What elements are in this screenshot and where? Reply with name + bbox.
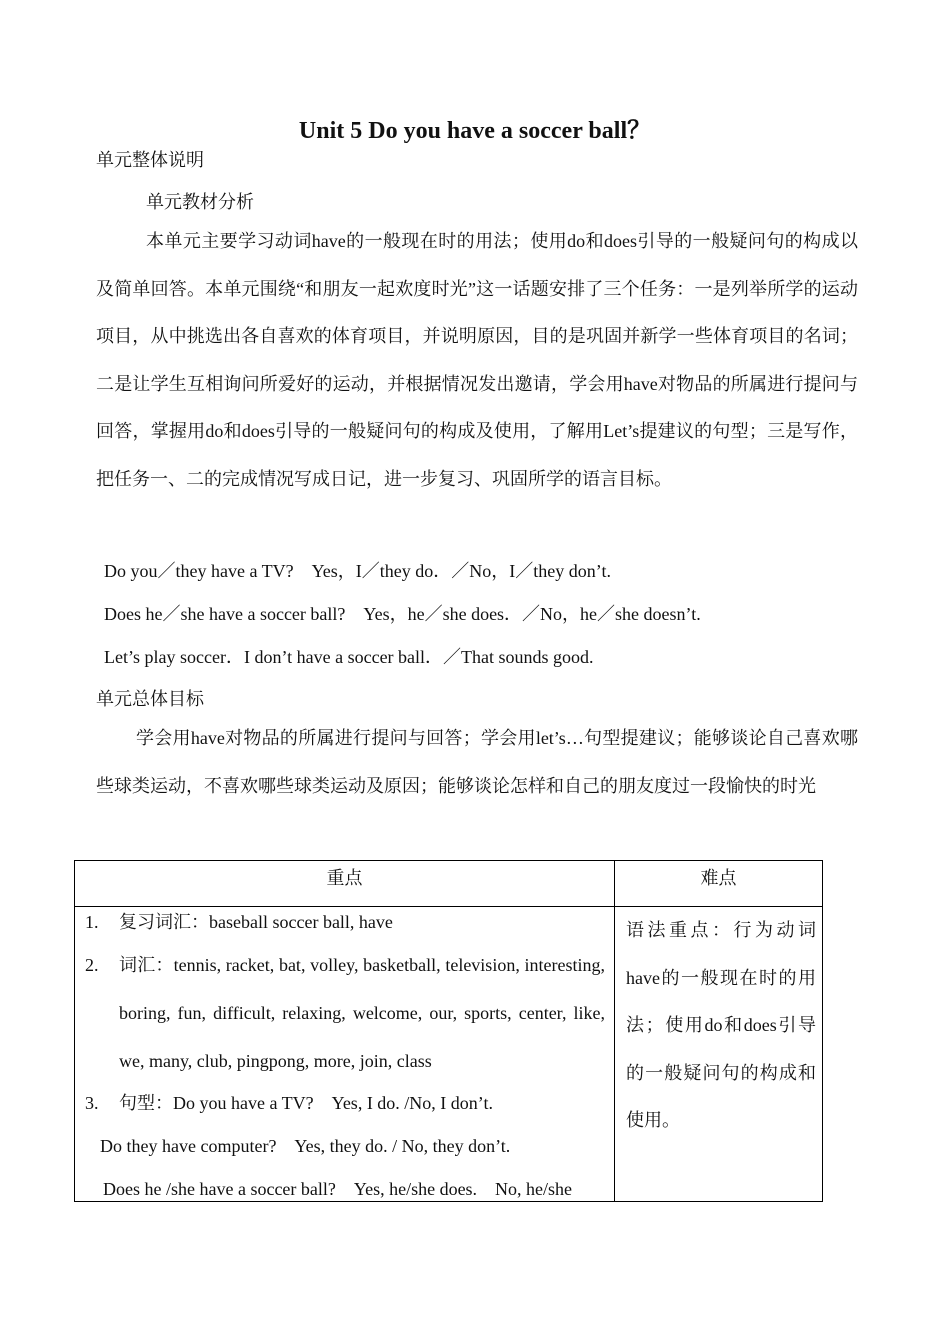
sentence-pattern-line-3: Does he /she have a soccer ball? Yes, he/she does. No, he/she — [103, 1179, 573, 1199]
difficulty-text: 语法重点：行为动词have的一般现在时的用法；使用do和does引导的一般疑问句的构成和使用。 — [626, 920, 816, 1130]
goals-paragraph: 学会用have对物品的所属进行提问与回答；学会用let’s…句型提建议；能够谈论自己喜欢哪些球类运动，不喜欢哪些球类运动及原因；能够谈论怎样和自己的朋友度过一段愉快的时光 — [96, 728, 858, 796]
example-sentence-3: Let’s play soccer．I don’t have a soccer ball．／That sounds good. — [104, 647, 594, 667]
analysis-paragraph: 本单元主要学习动词have的一般现在时的用法；使用do和does引导的一般疑问句的构成以及简单回答。本单元围绕“和朋友一起欢度时光”这一话题安排了三个任务：一是列举所学的运动项目，从中挑选出各自喜欢的体育项目，并说明原因，目的是巩固并新学一些体育项目的名词；二是让学生互相询问所爱好的运动，并根据情况发出邀请，学会用have对物品的所属进行提问与回答，掌握用do和does引导的一般疑问句的构成及使用，了解用Let’s提建议的句型；三是写作，把任务一、二的完成情况写成日记，进一步复习、巩固所学的语言目标。 — [96, 231, 858, 489]
table-header-key-points: 重点 — [326, 868, 363, 888]
page-title: Unit 5 Do you have a soccer ball？ — [298, 118, 652, 144]
item-number-2: 2. — [85, 955, 99, 975]
item-text-1: 复习词汇：baseball soccer ball, have — [119, 912, 393, 932]
item-text-3: 句型：Do you have a TV? Yes, I do. /No, I don’t. — [119, 1093, 493, 1113]
table-column-divider — [614, 861, 615, 1201]
item-number-3: 3. — [85, 1093, 99, 1113]
sentence-pattern-line-2: Do they have computer? Yes, they do. / No, they don’t. — [100, 1136, 511, 1156]
section-heading-overview: 单元整体说明 — [96, 150, 204, 170]
example-sentence-1: Do you／they have a TV? Yes，I／they do．／No，I／they don’t. — [104, 561, 611, 581]
item-text-2: 词汇：tennis, racket, bat, volley, basketball, television, interesting, boring, fun, difficult, relaxing, welcome, our, sports, center, like, we, many, club, pingpong, more, join, class — [119, 955, 605, 1071]
example-sentence-2: Does he／she have a soccer ball? Yes，he／she does．／No，he／she doesn’t. — [104, 604, 701, 624]
subsection-heading-analysis: 单元教材分析 — [146, 192, 254, 212]
table-header-difficulties: 难点 — [700, 868, 737, 888]
item-number-1: 1. — [85, 912, 99, 932]
section-heading-goals: 单元总体目标 — [96, 689, 204, 709]
key-points-table — [74, 860, 823, 1202]
